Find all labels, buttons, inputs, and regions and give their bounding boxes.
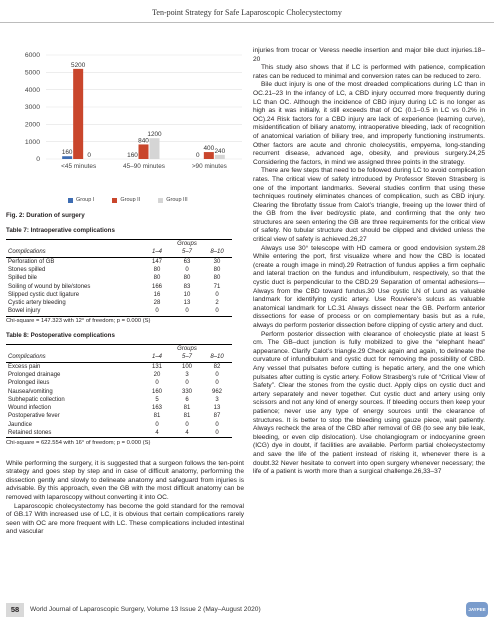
table-groups-row: [6, 345, 232, 354]
table-cell: 80: [153, 266, 161, 273]
table-cell: 80: [153, 275, 161, 282]
table-cell: Prolonged ileus: [8, 380, 50, 387]
page-footer: [0, 601, 494, 621]
table-cell: 63: [183, 258, 191, 265]
table-header-cell: Complications: [6, 248, 142, 257]
groups-label: Groups: [142, 345, 232, 354]
table-cell: Slipped cystic duct ligature: [8, 291, 80, 298]
body-paragraph: Always use 30° telescope with HD camera or good endovision system.28 While entering the port, first visualize where and how the CBD is located (create a rough image in mind).29 Retraction of fundus applies a firm cephalic and lateral traction on the fundus and infundibulum, respectively, so that the cystic duct is perpendicular to the CBD.29 Separation of omental adhesions—Always from the CBD toward fundus.30 Use cystic LN of Lund as valuable landmark for identifying cystic artery. Use Rouviere’s sulcus as valuable anatomical landmark for LC.31 Always dissect near the GB. Perform anterior dissections for ease of process or on complementary basis but as a rule, always do perform posterior dissection before clipping of cystic artery and duct.: [253, 244, 485, 329]
legend-label: Group II: [120, 197, 141, 203]
table-cell: 81: [153, 413, 161, 420]
table-cell: Spilled bile: [8, 275, 38, 282]
table-cell: Stones spilled: [8, 266, 46, 273]
data-label: 160: [127, 152, 138, 159]
table-cell: 28: [153, 300, 161, 307]
table-cell: 4: [142, 429, 172, 438]
table7-note: Chi-square = 147.323 with 12° of freedom; p = 0.000 (S): [6, 318, 151, 325]
table8-note: Chi-square = 622.554 with 16° of freedom; p = 0.000 (S): [6, 439, 151, 446]
table-cell: 81: [183, 413, 191, 420]
table-cell: 0: [185, 266, 189, 273]
table-cell: 80: [213, 275, 221, 282]
header-rule: [0, 22, 494, 23]
chart-legend: [68, 197, 188, 203]
table-cell: 82: [213, 363, 221, 370]
table-cell: 0: [215, 372, 219, 379]
table-cell: Retained stones: [6, 429, 142, 438]
table-cell: Excess pain: [8, 363, 41, 370]
bar: [215, 155, 225, 159]
body-paragraph: There are few steps that need to be followed during LC to avoid complication rates. The critical view of safety introduced by Professor Steven Strasberg is one of the important landmarks. Several studies confirm that using these techniques routinely eliminates chances of complication, such as CBD injury. Clearing the fibrofatty tissue from Calot’s triangle, freeing up the lower third of the GB from the liver bed/cystic plate, and confirming that the only two structures are seen entering the GB are three requirements for the critical view of safety. No tubular structure duct should be clipped and divided unless the critical view of safety is achieved.26,27: [253, 167, 485, 244]
table-cell: 330: [181, 388, 192, 395]
table-cell: 6: [185, 396, 189, 403]
table-cell: 0: [185, 421, 189, 428]
table-row: [6, 396, 232, 404]
table-groups-row: [6, 240, 232, 249]
table-cell: 0: [215, 380, 219, 387]
left-body-text: [6, 460, 244, 537]
table-row: [6, 257, 232, 266]
table-row: [6, 429, 232, 438]
table-cell: Prolonged drainage: [8, 372, 61, 379]
table-cell: 147: [151, 258, 162, 265]
y-tick-label: 3000: [24, 104, 40, 112]
figure-caption: Fig. 2: Duration of surgery: [6, 212, 85, 219]
table-cell: 0: [202, 307, 232, 316]
data-label: 0: [87, 152, 91, 159]
table-cell: Postoperative fever: [8, 413, 60, 420]
data-label: 840: [138, 137, 149, 145]
table-header-cell: 5–7: [172, 353, 202, 362]
publisher-logo: JAYPEE: [466, 602, 488, 617]
table-cell: 0: [142, 307, 172, 316]
table-row: [6, 291, 232, 299]
table-cell: 87: [213, 413, 221, 420]
table-row: [6, 282, 232, 290]
bar: [62, 156, 72, 159]
table-header-cell: 1–4: [142, 248, 172, 257]
table-header-cell: 8–10: [202, 353, 232, 362]
chart-svg: [6, 47, 244, 197]
x-tick-label: >90 minutes: [191, 163, 227, 170]
legend-label: Group III: [166, 197, 188, 203]
table-cell: 3: [215, 396, 219, 403]
table-row: [6, 266, 232, 274]
left-column: [6, 47, 244, 537]
table-cell: 160: [151, 388, 162, 395]
table-cell: 16: [153, 291, 161, 298]
legend-label: Group I: [76, 197, 95, 203]
table-cell: 71: [213, 283, 221, 290]
legend-swatch: [68, 198, 73, 203]
data-label: 0: [196, 152, 200, 159]
table-cell: 0: [202, 429, 232, 438]
bar: [139, 144, 149, 159]
table7: [6, 239, 232, 317]
table8-caption: Table 8: Postoperative complications: [6, 332, 115, 340]
table-cell: 80: [183, 275, 191, 282]
body-paragraph: Laparoscopic cholecystectomy has become the gold standard for the removal of GB.17 With increased use of LC, it is obvious that certain complications rarely seen with OC are more frequent with LC. These complications included intestinal and vascular: [6, 502, 244, 536]
table-row: [6, 379, 232, 387]
table-cell: 962: [211, 388, 222, 395]
table-cell: 0: [155, 421, 159, 428]
table-cell: 80: [213, 266, 221, 273]
body-paragraph: This study also shows that if LC is performed with patience, complication rates can be reduced to minimal and conversion rates can be reduced to zero.: [253, 64, 485, 80]
table-cell: Wound infection: [8, 405, 51, 412]
table7-caption: Table 7: Intraoperative complications: [6, 227, 115, 234]
table-cell: 0: [185, 380, 189, 387]
table-cell: 30: [213, 258, 221, 265]
table-cell: Bowel injury: [6, 307, 142, 316]
table-cell: Perforation of GB: [8, 258, 55, 265]
y-tick-label: 5000: [24, 69, 40, 77]
y-tick-label: 0: [36, 156, 40, 164]
data-label: 160: [61, 149, 73, 157]
body-paragraph: injuries from trocar or Veress needle insertion and major bile duct injuries.18–20: [253, 47, 485, 63]
table-cell: 163: [151, 405, 162, 412]
table-header-cell: 8–10: [202, 248, 232, 257]
page-number: 58: [6, 603, 24, 617]
x-tick-label: <45 minutes: [61, 163, 97, 170]
y-tick-label: 2000: [24, 121, 40, 129]
table-cell: 2: [215, 300, 219, 307]
running-head: Ten-point Strategy for Safe Laparoscopic Cholecystectomy: [152, 8, 342, 17]
legend-swatch: [112, 198, 117, 203]
table-cell: 81: [183, 405, 191, 412]
legend-item: [112, 197, 140, 203]
y-tick-label: 6000: [24, 52, 40, 60]
table-cell: 131: [151, 363, 162, 370]
table-row: [6, 412, 232, 420]
body-paragraph: Bile duct injury is one of the most dreaded complications during LC than in OC.21–23 In the infancy of LC, a CBD injury occurred more frequently during LC than OC. Although the incidence of CBD injury during LC is no longer as high as it was initially, it still exceeds that of OC (0.1–0.5 in LC vs 0.2% in OC).24 Risk factors for a CBD injury are lack of experience (learning curve), misidentification of biliary anatomy, intraoperative bleeding, lack of recognition of anatomical variation of biliary tree, and improperly functioning instruments. Other factors are acute and chronic cholecystitis, empyema, long-standing recurrent disease, advanced age, obesity, and previous surgery.24,25 Considering the factors, in mind we assigned three points in the strategy.: [253, 81, 485, 166]
data-label: 5200: [71, 61, 86, 69]
table-header-cell: Complications: [6, 353, 142, 362]
table-row: [6, 387, 232, 395]
table-cell: 0: [215, 291, 219, 298]
legend-swatch: [158, 198, 163, 203]
bar: [150, 138, 160, 159]
table-cell: 0: [215, 421, 219, 428]
bar: [73, 69, 83, 159]
table-cell: 3: [185, 372, 189, 379]
right-column: [253, 47, 485, 477]
y-tick-label: 4000: [24, 86, 40, 94]
table-cell: 0: [155, 380, 159, 387]
table-cell: 5: [155, 396, 159, 403]
table-row: [6, 371, 232, 379]
table-row: [6, 307, 232, 316]
table-cell: 4: [172, 429, 202, 438]
table-cell: 13: [213, 405, 221, 412]
table8: [6, 344, 232, 438]
table-row: [6, 299, 232, 307]
table-cell: 83: [183, 283, 191, 290]
table-cell: 100: [181, 363, 192, 370]
table-cell: 166: [151, 283, 162, 290]
x-tick-label: 45–90 minutes: [123, 163, 165, 170]
table-cell: 20: [153, 372, 161, 379]
table-header-cell: 5–7: [172, 248, 202, 257]
table-row: [6, 404, 232, 412]
bar: [204, 152, 214, 159]
legend-item: [158, 197, 187, 203]
data-label: 240: [214, 147, 226, 155]
table-cell: 10: [183, 291, 191, 298]
data-label: 400: [203, 145, 215, 153]
table-cell: 0: [172, 307, 202, 316]
legend-item: [68, 197, 94, 203]
data-label: 1200: [147, 131, 162, 139]
y-tick-label: 1000: [24, 138, 40, 146]
body-paragraph: While performing the surgery, it is suggested that a surgeon follows the ten-point strategy and goes step by step and in case of difficult anatomy, performing the dissection gently and slowly to delineate anatomy and safeguard from injuries is advisable. By this approach, even the GB with the most difficult anatomy can be removed with laparoscopy without converting it into OC.: [6, 459, 244, 501]
table-cell: 13: [183, 300, 191, 307]
table-cell: Cystic artery bleeding: [8, 300, 66, 307]
table-row: [6, 421, 232, 429]
table-cell: Subhepatic collection: [8, 396, 65, 403]
body-paragraph: Perform posterior dissection with clearance of cholecystic plate at least 5 cm. The GB–duct junction is fully mobilized to give the “elephant head” appearance. Clarify Calot’s triangle.29 Check again and again, to delineate the curvature of infundibulum and cystic duct for removing the possibility of CBD. Any vessel that pulsates before cutting is hepatic artery, and the one which pulsates after cutting is cystic artery. Follow Strasberg’s rule of “Critical View of Safety”. Clear the stones from the cystic duct. Apply clips on cystic duct and artery separately and never together. Cut cystic duct and artery using only scissors and not any kind of energy sources. If bleeding occurs then keep your patience; never use any type of energy sources until the clearance of structures. It is better to stop the bleeding using gauze piece, wait patiently. Always recheck the area of the CBD after removal of GB (to see any bile leak, bleeding, or even clip dislocation). Use cholangiogram or indocyanine green (ICG) dye in doubt, if facilities are available. Perform partial cholecystectomy and save the life of the patient instead of risking it, whenever there is a doubt.32 Never hesitate to convert into open surgery whenever necessary; the life of a patient is worth more than a surgical challenge.26,33–37: [253, 330, 485, 476]
table-cell: Nausea/vomiting: [8, 388, 53, 395]
duration-chart: [6, 47, 244, 209]
table-row: [6, 274, 232, 282]
table-header-row: [6, 248, 232, 257]
table-header-cell: 1–4: [142, 353, 172, 362]
journal-citation: World Journal of Laparoscopic Surgery, Volume 13 Issue 2 (May–August 2020): [30, 606, 261, 613]
table-cell: Jaundice: [8, 421, 33, 428]
table-cell: Soiling of wound by bile/stones: [8, 283, 91, 290]
table-header-row: [6, 353, 232, 362]
groups-label: Groups: [142, 240, 232, 249]
table-row: [6, 362, 232, 371]
